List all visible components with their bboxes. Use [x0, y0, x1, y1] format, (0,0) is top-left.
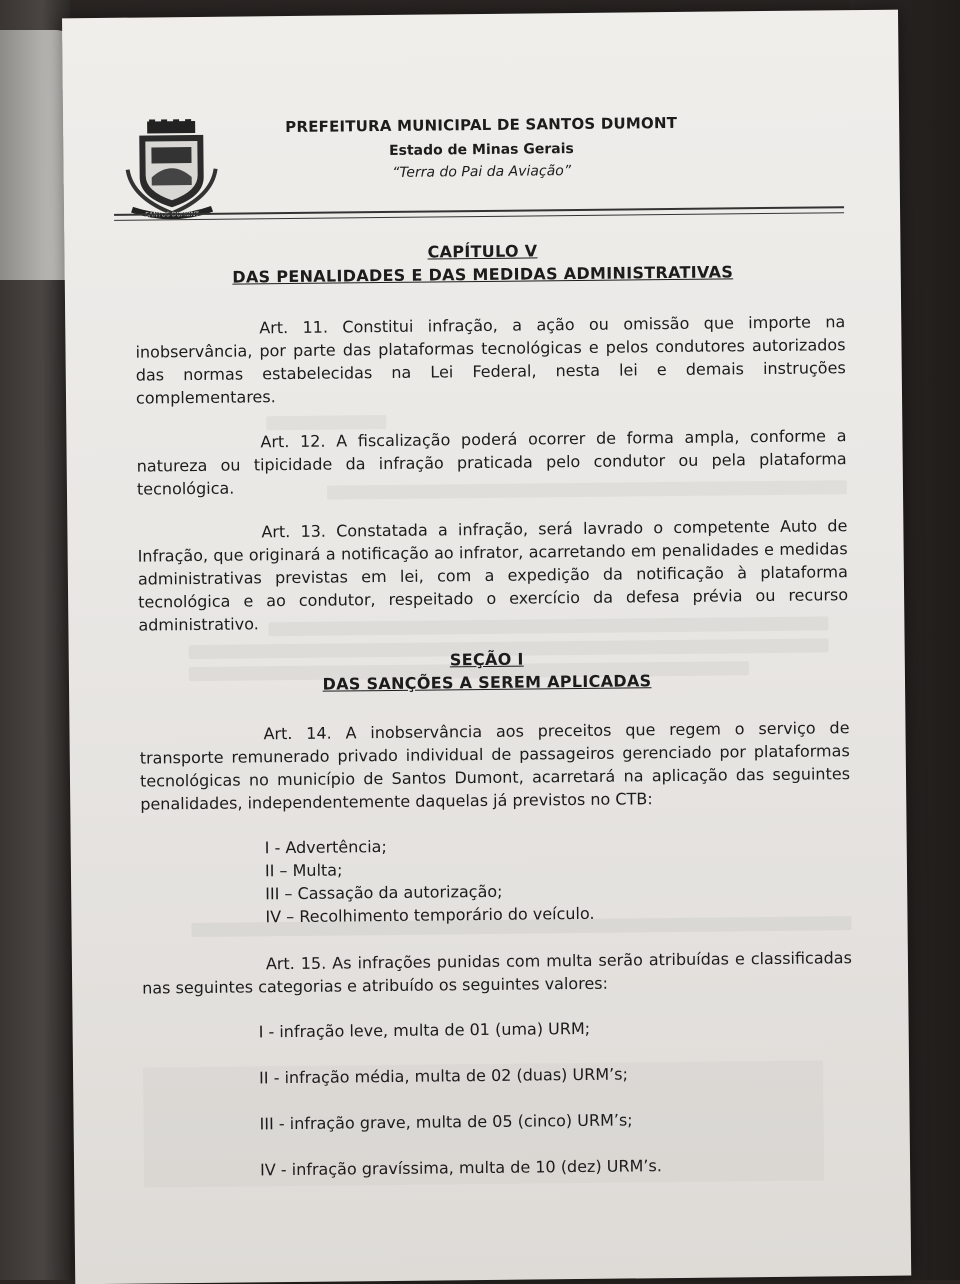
- article-14: Art. 14. A inobservância aos preceitos que regem o serviço de transporte remunerado privado individual de passageiros gerenciado por plataformas tecnológicas no município de Santos Dumont, acarretará na aplicação das seguintes penalidades, independentemente daquelas já previstos no CTB:: [139, 718, 851, 814]
- penalty-item: III – Cassação da autorização;: [265, 881, 503, 904]
- article-15: Art. 15. As infrações punidas com multa serão atribuídas e classificadas nas seguintes categorias e atribuído os seguintes valores:: [142, 948, 853, 998]
- show-through-text: [266, 415, 386, 430]
- fine-category: II - infração média, multa de 02 (duas) URM’s;: [259, 1064, 629, 1088]
- state-name: Estado de Minas Gerais: [388, 141, 574, 159]
- header-divider: [114, 206, 844, 216]
- fine-category: IV - infração gravíssima, multa de 10 (dez) URM’s.: [259, 1156, 662, 1180]
- penalty-item: IV – Recolhimento temporário do veículo.: [265, 903, 595, 927]
- section-label: SEÇÃO I: [449, 649, 524, 670]
- fine-category: III - infração grave, multa de 05 (cinco) URM’s;: [259, 1110, 633, 1134]
- document-page: [62, 10, 911, 1284]
- chapter-label: CAPÍTULO V: [427, 241, 538, 262]
- penalty-item: I - Advertência;: [264, 837, 387, 858]
- penalty-item: II – Multa;: [264, 860, 343, 881]
- article-13: Art. 13. Constatada a infração, será lavrado o competente Auto de Infração, que originará a notificação ao infrator, acarretando em penalidades e medidas administrativas previstas em lei, com a expedição da notificação à plataforma tecnológica e ao condutor, respeitado o exercício da defesa prévia ou recurso administrativo.: [137, 516, 849, 635]
- crest-motto-text: SANTOS DUMONT: [145, 210, 199, 219]
- chapter-title: DAS PENALIDADES E DAS MEDIDAS ADMINISTRATIVAS: [232, 262, 734, 287]
- city-motto: “Terra do Pai da Aviação”: [392, 163, 572, 181]
- section-title: DAS SANÇÕES A SEREM APLICADAS: [322, 671, 652, 694]
- fine-category: I - infração leve, multa de 01 (uma) URM;: [258, 1018, 591, 1042]
- article-12: Art. 12. A fiscalização poderá ocorrer de forma ampla, conforme a natureza ou tipicidade da infração praticada pelo condutor ou pela plataforma tecnológica.: [136, 426, 847, 499]
- institution-name: PREFEITURA MUNICIPAL DE SANTOS DUMONT: [285, 113, 678, 137]
- article-11: Art. 11. Constitui infração, a ação ou omissão que importe na inobservância, por parte das plataformas tecnológicas e pelos condutores autorizados das normas estabelecidas na Lei Federal, nesta lei e demais instruções complementares.: [135, 312, 846, 408]
